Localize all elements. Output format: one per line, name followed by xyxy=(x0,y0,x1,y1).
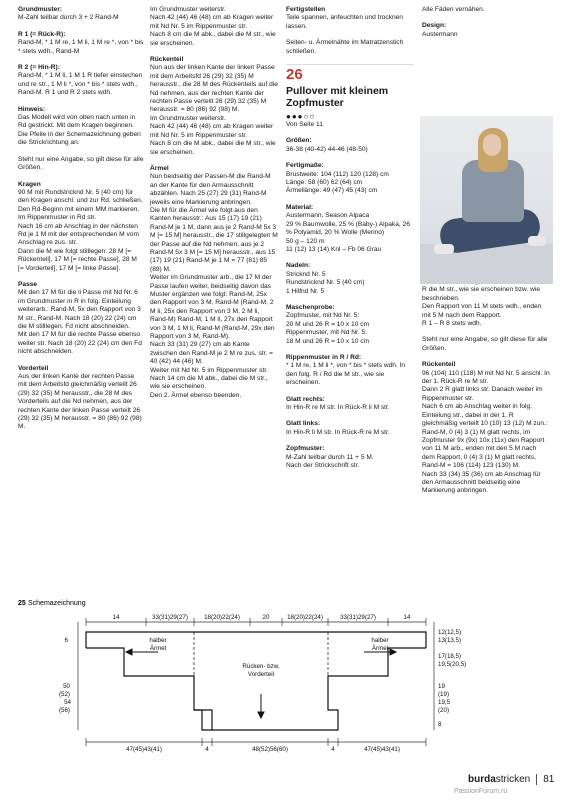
text-block xyxy=(150,165,278,400)
part-label: Vorderteil xyxy=(247,671,275,678)
difficulty-level: ●●●○○ xyxy=(286,112,316,122)
text-block xyxy=(286,137,414,154)
text-block xyxy=(422,278,550,328)
text-block xyxy=(18,106,144,148)
brand-name: burda xyxy=(468,774,496,786)
right-dimension-label: (19) xyxy=(438,691,450,698)
brand-suffix: stricken xyxy=(495,774,531,786)
part-label: Ärmel xyxy=(149,645,167,652)
block-text: R die M str., wie sie erscheinen bzw. wie beschrieben. Den Rapport von 11 M stets wdh., enden mit 5 M nach dem Rapport. R 1 – R 8 stets wdh. xyxy=(422,286,542,328)
block-text: Rand-M, * 1 M re, 1 M li, 1 M re *, von * bis * stets wdh., Rand-M xyxy=(18,39,144,55)
bottom-dimension-label: 47(45)43(41) xyxy=(364,746,400,753)
text-block xyxy=(422,6,550,14)
page-footer xyxy=(468,774,554,785)
text-block xyxy=(286,354,414,388)
block-text: Aus der linken Kante der rechten Passe mit dem Arbeitsfd gleichmäßig verteilt 26 (29) 32 (35) M herausstr., die 28 M des Vorderteils auf die Nd nehmen, aus der rechten Kante der linken Passe verteilt 26 (29) 32 (35) M herausstr. = 80 (86) 92 (98) M. xyxy=(18,373,142,431)
block-text: M-Zahl teilbar durch 11 + 5 M. Nach der Strickschrift str. xyxy=(286,453,374,470)
top-dimension-label: 14 xyxy=(403,614,411,621)
block-text: Steht nur eine Angabe, so gilt diese für alle Größen. xyxy=(18,155,144,172)
block-text: Teile spannen, anfeuchten und trocknen lassen. xyxy=(286,14,403,30)
block-heading: Fertigmaße: xyxy=(286,162,324,170)
left-dimension-label: (52) xyxy=(58,691,70,698)
schema-caption: Schemazeichnung xyxy=(28,600,86,607)
block-text: Nun beidseitig der Passen-M die Rand-M an der Kante für den Armausschnitt abzählen. Nach 25 (27) 29 (31) Rand-M jeweils eine Markierung anbringen. Die M für die Ärmel wie folgt aus den Kanten herausstr.: Aus 15 (17) 19 (21) Rand-M je 1 M, dann aus je 2 Rand-M 5x 3 M [= 15 M] herausstr., die 17 stillgelegten M der Passe auf die Nd nehmen, aus je 2 Rand-M 5x 3 M [= 15 M] herausstr., aus 15 (17) 19 (21) Rand-M je 1 M = 77 (81) 85 (89) M. Weiter im Grundmuster arb., die 17 M der Passe laufen weiter, beidseitig davon das Muster ergänzen wie folgt: Rand-M, 25x den Rapport von 3 M, Rand-M (Rand-M, 2 M li, 25x den Rapport von 3 M, 2 M li, Rand-M) Rand-M, 1 M li, 27x den Rapport von 3 M, 1 M li, Rand-M (Rand-M, 29x den Rapport von 3 M, Rand-M). Nach 33 (31) 29 (27) cm ab Kante zwischen den Rand-M je 2 M re zus. str. = 40 (42) 44 (46) M. Weiter mit Nd Nr. 5 im Rippenmuster str. Nach 14 cm die M abk., dabei die M str., wie sie erscheinen. Den 2. Ärmel ebenso beenden. xyxy=(150,173,278,399)
text-block xyxy=(422,361,550,496)
block-heading: Vorderteil xyxy=(18,364,49,372)
right-dimension-label: 13(13,5) xyxy=(438,637,462,644)
block-heading: Rückenteil xyxy=(150,56,184,64)
block-heading: Rückenteil xyxy=(422,361,456,369)
text-block xyxy=(18,156,144,173)
block-heading: Kragen xyxy=(18,180,41,188)
right-dimension-label: 12(12,5) xyxy=(438,629,462,636)
column-4 xyxy=(422,6,550,495)
text-block xyxy=(286,445,414,470)
top-dimension-label: 18(20)22(24) xyxy=(287,614,323,621)
text-block xyxy=(286,6,414,31)
top-dimension-label: 14 xyxy=(112,614,120,621)
block-heading: R 1 (= Rück-R): xyxy=(18,30,66,38)
block-heading: Zopfmuster: xyxy=(286,445,325,453)
left-dimension-label: (56) xyxy=(58,707,70,714)
section-number: 26 xyxy=(286,66,303,84)
block-text: Nun aus der linken Kante der linken Passe mit dem Arbeitsfd 26 (29) 32 (35) M herausstr., die 28 M des Rückenteils auf die Nd nehmen, aus der rechten Kante der rechten Passe verteilt 26 (29) 32 (35) M herausstr. = 80 (86) 92 (98) M. Im Grundmuster weiterstr. Nach 42 (44) 46 (48) cm ab Kragen weiter mit Nd Nr. 5 im Rippenmuster str. Nach 8 cm die M abk., dabei die M str., wie sie erscheinen. xyxy=(150,64,278,156)
text-block xyxy=(286,420,414,437)
block-heading: Glatt rechts: xyxy=(286,395,325,403)
block-text: M-Zahl teilbar durch 3 + 2 Rand-M xyxy=(18,14,119,22)
schema-drawing xyxy=(18,598,548,778)
bottom-dimension-label: 4 xyxy=(205,746,209,753)
right-dimension-label: 19,5 xyxy=(438,699,451,706)
text-block xyxy=(18,31,144,56)
top-dimension-label: 33(31)29(27) xyxy=(340,614,376,621)
block-heading: Ärmel xyxy=(150,164,169,172)
block-heading: Größen: xyxy=(286,137,312,145)
block-text: Austermann xyxy=(422,30,458,38)
text-block xyxy=(286,262,414,296)
part-label: Rücken- bzw. xyxy=(242,663,280,670)
text-block xyxy=(18,6,144,23)
text-block xyxy=(286,162,414,196)
text-block xyxy=(150,6,278,48)
section-title: Pullover mit kleinem Zopfmuster xyxy=(286,85,389,110)
right-dimension-label: (20) xyxy=(438,707,450,714)
block-heading: Nadeln: xyxy=(286,262,311,270)
block-text: 36-38 (40-42) 44-46 (48-50) xyxy=(286,145,368,153)
watermark: PassionForum.ru xyxy=(454,788,508,795)
block-text: Mit den 17 M für die li Passe mit Nd Nr. 6 im Grundmuster in R in folg. Einteilung weiterarb.: Rand-M, 5x den Rapport von 3 M str., Rand-M. Nach 18 (20) 22 (24) cm die M stilllegen. Fd nicht abschneiden. Mit den 17 M für die rechte Passe ebenso weiter str. Nach 18 (20) 22 (24) cm den Fd nicht abschneiden. xyxy=(18,289,142,356)
text-block xyxy=(286,396,414,413)
right-dimension-label: 19,5(20,5) xyxy=(438,661,467,668)
top-dimension-label: 18(20)22(24) xyxy=(204,614,240,621)
text-block xyxy=(18,365,144,432)
block-text: Steht nur eine Angabe, so gilt diese für alle Größen. xyxy=(422,336,548,352)
block-text: Stricknd Nr. 5 Rundstricknd Nr. 5 (40 cm) 1 Hilfnd Nr. 5 xyxy=(286,270,365,295)
block-text: Das Modell wird von oben nach unten in Rd gestrickt. Mit dem Kragen beginnen. Die Pfeile in der Schemazeichnung geben die Strickrichtung an. xyxy=(18,114,141,147)
text-block xyxy=(18,181,144,273)
left-dimension-label: 54 xyxy=(64,699,71,706)
part-label: Ärmel xyxy=(371,645,389,652)
right-dimension-label: 8 xyxy=(438,721,442,728)
block-text: Zopfmuster, mit Nd Nr. 5: 20 M und 26 R = 10 x 10 cm Rippenmuster, mit Nd Nr. 5: 18 M und 26 R = 10 x 10 cm xyxy=(286,312,370,345)
block-text: In Hin-R li M str. In Rück-R re M str. xyxy=(286,428,390,436)
block-heading: Fertigstellen xyxy=(286,6,326,13)
column-3 xyxy=(286,6,414,478)
left-dimension-label: 50 xyxy=(63,683,70,690)
text-block xyxy=(422,22,550,39)
block-text: Alle Fäden vernähen. xyxy=(422,6,485,13)
column-1 xyxy=(18,6,144,440)
text-block xyxy=(286,204,414,254)
block-heading: Material: xyxy=(286,203,314,211)
block-heading: Design: xyxy=(422,22,447,30)
right-dimension-label: 19 xyxy=(438,683,445,690)
block-heading: Grundmuster: xyxy=(18,6,62,13)
block-text: Rand-M, * 1 M li, 1 M 1 R tiefer einstechen und re str., 1 M li *, von * bis * stets wdh., Rand-M. R 1 und R 2 stets wdh. xyxy=(18,72,143,97)
block-text: 96 (104) 110 (118) M mit Nd Nr. 5 anschl. In der 1. Rück-R re M str. Dann 2 R glatt links str. Danach weiter im Rippenmuster str. Nach 6 cm ab Anschlag weiter in folg. Einteilung str., dabei in der 1. R gleichmäßig verteilt 10 (10) 13 (12) M zun.: Rand-M, 0 (4) 3 (1) M glatt rechts, im Zopfmuster 9x (9x) 10x (11x) den Rapport von 11 M arb., enden mit den 5 M nach dem Rapport, 0 (4) 3 (1) M glatt rechts, Rand-M = 106 (114) 123 (130) M. Nach 33 (34) 35 (36) cm ab Anschlag für den Armausschnitt beidseitig eine Markierung anbringen. xyxy=(422,369,550,495)
text-block xyxy=(286,304,414,346)
block-heading: Passe xyxy=(18,280,38,288)
block-heading: Rippenmuster in R / Rd: xyxy=(286,353,362,361)
block-text: 90 M mit Rundstricknd Nr. 5 (40 cm) für den Kragen anschl. und zur Rd. schließen. Den Rd-Beginn mit einem MM markieren. Im Rippenmuster in Rd str. Nach 16 cm ab Anschlag in der nächsten Rd je 1 M mit der entsprechenden M vom Anschlag re zus. str. Dann die M wie folgt stilllegen: 28 M [= Rückenteil], 17 M [= rechte Passe], 28 M [= Vorderteil], 17 M [= linke Passe]. xyxy=(18,188,143,272)
column-2 xyxy=(150,6,278,408)
block-heading: Hinweis: xyxy=(18,105,46,113)
block-text: Seiten- u. Ärmelnähte im Matratzenstich schließen. xyxy=(286,39,404,55)
block-text: Austermann, Season Alpaca 29 % Baumwolle, 25 % (Baby-) Alpaka, 26 % Polyamid, 20 % Wolle (Merino) 50 g – 120 m 11 (12) 13 (14) Knl – Fb 06 Grau xyxy=(286,212,410,253)
section-reference: Von Seite 11 xyxy=(286,121,323,129)
block-text: In Hin-R re M str. In Rück-R li M str. xyxy=(286,404,390,411)
part-label: halber xyxy=(149,637,167,644)
block-text: Im Grundmuster weiterstr. Nach 42 (44) 46 (48) cm ab Kragen weiter mit Nd Nr. 5 im Rippenmuster str. Nach 8 cm die M abk., dabei die M str., wie sie erscheinen. xyxy=(150,6,276,47)
model-photo xyxy=(420,116,553,284)
bottom-dimension-label: 48(52)56(60) xyxy=(252,746,288,753)
top-dimension-label: 33(31)29(27) xyxy=(152,614,188,621)
left-dimension-label: 6 xyxy=(64,637,68,644)
block-text: Brustweite: 104 (112) 120 (128) cm Länge: 58 (60) 62 (64) cm Ärmellänge: 49 (47) 45 (43) cm xyxy=(286,170,389,195)
text-block xyxy=(18,281,144,357)
top-dimension-label: 20 xyxy=(262,614,270,621)
block-heading: Glatt links: xyxy=(286,420,321,428)
bottom-dimension-label: 47(45)43(41) xyxy=(126,746,162,753)
block-heading: R 2 (= Hin-R): xyxy=(18,64,60,72)
text-block xyxy=(422,336,550,353)
block-heading: Maschenprobe: xyxy=(286,303,335,311)
schema-caption-number: 25 xyxy=(18,600,26,607)
text-block xyxy=(150,56,278,157)
block-text: * 1 M re, 1 M li *, von * bis * stets wdh. In den folg. R / Rd die M str., wie sie erscheinen. xyxy=(286,362,406,387)
part-label: halber xyxy=(371,637,389,644)
page-number: 81 xyxy=(543,774,555,786)
text-block xyxy=(18,64,144,98)
right-dimension-label: 17(18,5) xyxy=(438,653,462,660)
text-block xyxy=(286,39,414,56)
bottom-dimension-label: 4 xyxy=(331,746,335,753)
